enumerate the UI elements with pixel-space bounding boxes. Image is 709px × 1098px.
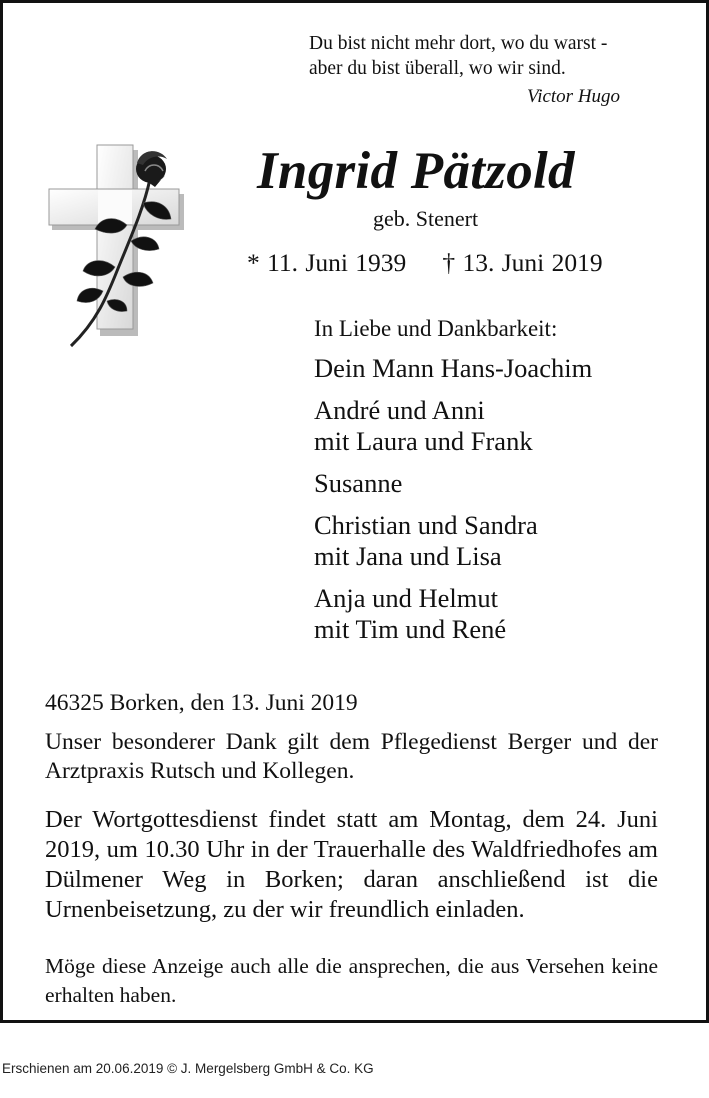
publication-footer: Erschienen am 20.06.2019 © J. Mergelsberg GmbH & Co. KG — [2, 1061, 374, 1076]
birth-date: * 11. Juni 1939 — [247, 248, 407, 277]
family-member-line: mit Jana und Lisa — [314, 541, 502, 571]
quote-line-1: Du bist nicht mehr dort, wo du warst - — [309, 33, 608, 54]
family-member — [314, 583, 592, 645]
family-member — [314, 395, 592, 457]
family-member-line: mit Tim und René — [314, 614, 507, 644]
family-member-line: Dein Mann Hans-Joachim — [314, 353, 593, 383]
birth-name: geb. Stenert — [373, 206, 479, 231]
family-member — [314, 353, 592, 384]
death-date: † 13. Juni 2019 — [442, 248, 603, 277]
quote-line-2: aber du bist überall, wo wir sind. — [309, 58, 566, 79]
family-member-line: André und Anni — [314, 395, 485, 425]
family-member — [314, 468, 592, 499]
notice-text: Möge diese Anzeige auch alle die ansprechen, die aus Versehen keine erhalten haben. — [45, 954, 658, 1007]
family-member-line: mit Laura und Frank — [314, 426, 533, 456]
service-text: Der Wortgottesdienst findet statt am Montag, dem 24. Juni 2019, um 10.30 Uhr in der Trauerhalle des Waldfriedhofes am Dülmener Weg in Borken; daran anschließend ist die Urnenbeisetzung, zu der wir freundlich einladen. — [45, 806, 658, 923]
family-member-line: Anja und Helmut — [314, 583, 498, 613]
family-member-line: Susanne — [314, 468, 403, 498]
thanks-text: Unser besonderer Dank gilt dem Pflegedienst Berger und der Arztpraxis Rutsch und Kollegen. — [45, 729, 658, 784]
family-member-line: Christian und Sandra — [314, 510, 538, 540]
cross-with-rose-icon — [45, 141, 185, 351]
quote — [309, 31, 607, 81]
quote-author: Victor Hugo — [527, 86, 621, 107]
place-date: 46325 Borken, den 13. Juni 2019 — [45, 690, 358, 716]
family-intro: In Liebe und Dankbarkeit: — [314, 316, 558, 341]
family-list — [314, 316, 592, 656]
family-member — [314, 510, 592, 572]
life-dates — [247, 248, 603, 278]
deceased-name: Ingrid Pätzold — [257, 142, 575, 200]
